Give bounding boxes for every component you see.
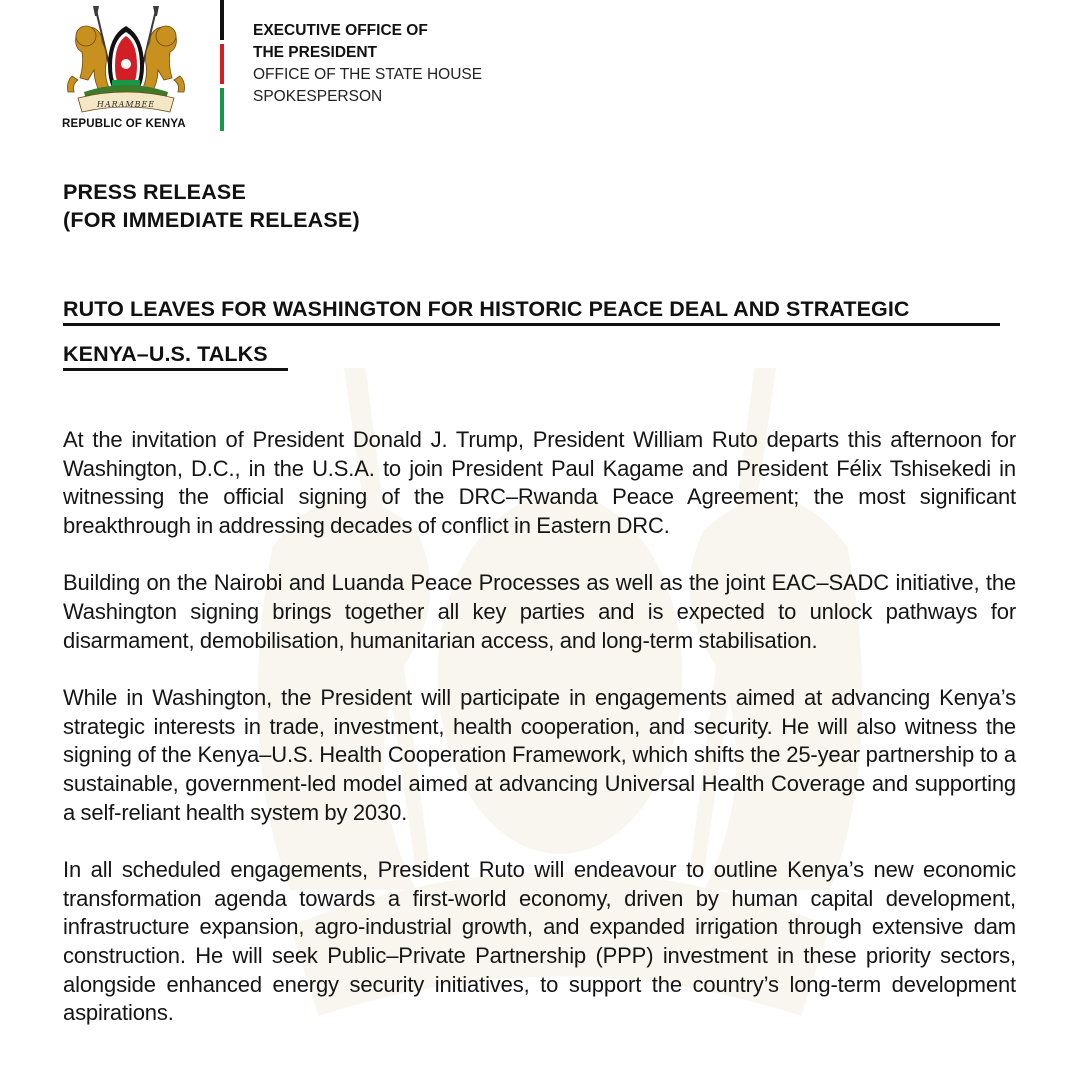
divider-red-segment [220, 44, 224, 84]
office-title-line-2: THE PRESIDENT [253, 44, 378, 61]
body-paragraph-1: At the invitation of President Donald J. Trump, President William Ruto departs this afternoon for Washington, D.C., in the U.S.A. to join President Paul Kagame and President Félix Tshisekedi in witnessing the official signing of the DRC–Rwanda Peace Agreement; the most significant breakthrough in addressing decades of conflict in Eastern DRC. [63, 427, 1016, 538]
press-release-label [63, 178, 360, 234]
press-release-title: PRESS RELEASE [63, 180, 247, 204]
headline-underline-1 [63, 323, 1000, 326]
office-title-line-1: EXECUTIVE OFFICE OF [253, 22, 428, 39]
body-paragraph-4: In all scheduled engagements, President Ruto will endeavour to outline Kenya’s new economic transformation agenda towards a first-world economy, driven by human capital development, infrastructure expansion, agro-industrial growth, and expanded irrigation through extensive dam construction. He will seek Public–Private Partnership (PPP) investment in these priority sectors, alongside enhanced energy security initiatives, to support the country’s long-term development aspirations. [63, 857, 1016, 1026]
headline-line-2: KENYA–U.S. TALKS [63, 342, 268, 366]
headline-line-1: RUTO LEAVES FOR WASHINGTON FOR HISTORIC PEACE DEAL AND STRATEGIC [63, 297, 910, 321]
motto-text: HARAMBEE [96, 100, 156, 109]
headline-underline-2 [63, 368, 288, 371]
immediate-release-note: (FOR IMMEDIATE RELEASE) [63, 208, 360, 232]
country-label: REPUBLIC OF KENYA [62, 118, 186, 130]
press-release-body [63, 426, 1016, 1057]
divider-black-segment [220, 0, 224, 40]
body-paragraph-2: Building on the Nairobi and Luanda Peace Processes as well as the joint EAC–SADC initiative, the Washington signing brings together all key parties and is expected to unlock pathways for disarmament, demobilisation, humanitarian access, and long-term stabilisation. [63, 570, 1016, 653]
kenya-coat-of-arms-icon [62, 6, 190, 118]
flag-color-divider [220, 0, 224, 131]
office-block [253, 20, 482, 108]
office-subtitle-line-1: OFFICE OF THE STATE HOUSE [253, 66, 483, 83]
body-paragraph-3: While in Washington, the President will participate in engagements aimed at advancing Kenya’s strategic interests in trade, investment, health cooperation, and security. He will also witness the signing of the Kenya–U.S. Health Cooperation Framework, which shifts the 25-year partnership to a sustainable, government-led model aimed at advancing Universal Health Coverage and supporting a self-reliant health system by 2030. [63, 685, 1016, 825]
divider-green-segment [220, 88, 224, 131]
office-subtitle-line-2: SPOKESPERSON [253, 88, 383, 105]
letterhead [0, 0, 1080, 150]
